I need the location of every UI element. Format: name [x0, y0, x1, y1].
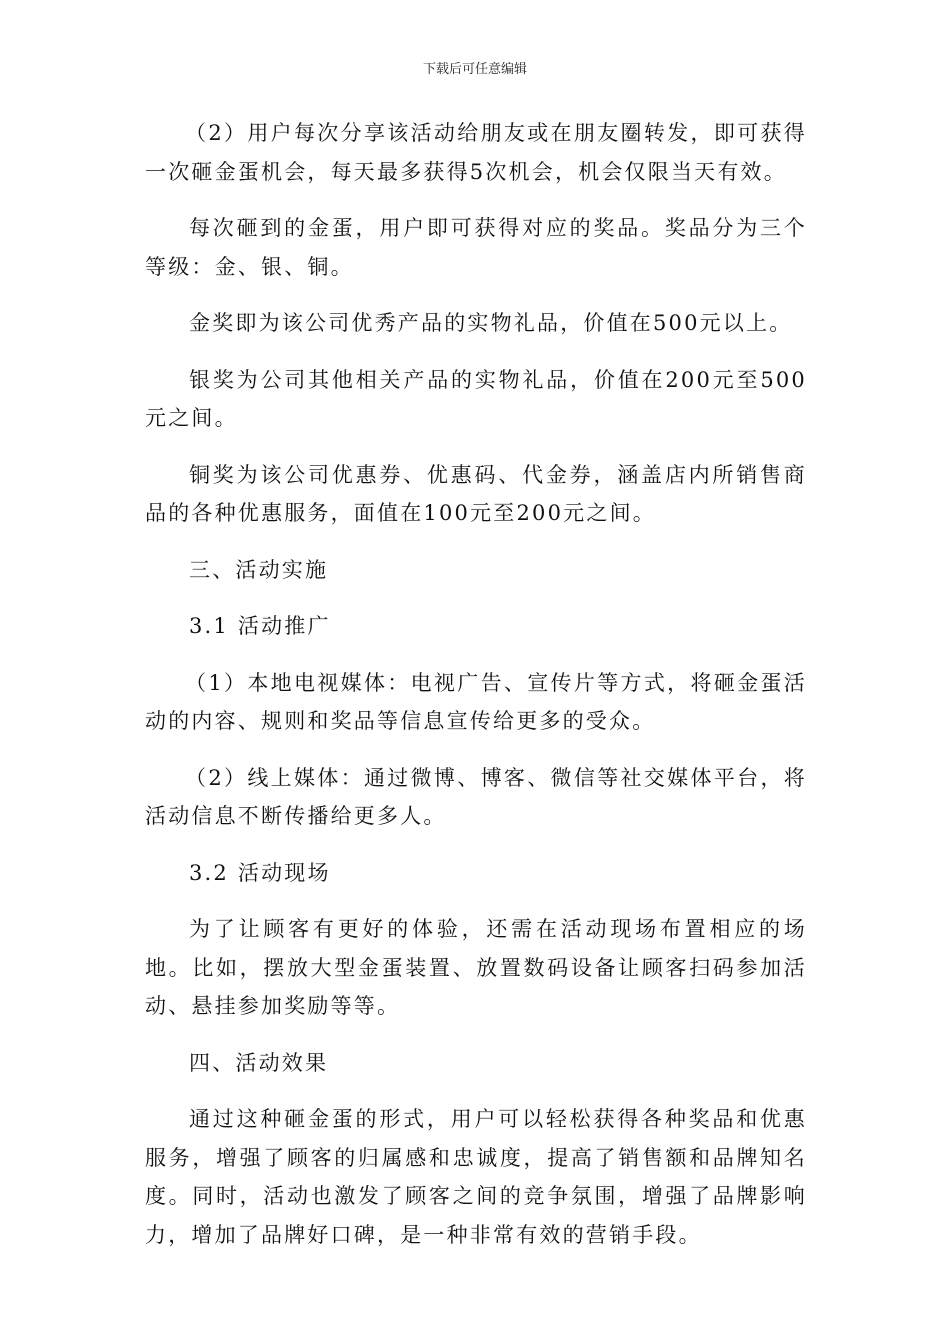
- subsection-heading-promotion: 3.1 活动推广: [189, 614, 331, 638]
- paragraph-online-media: （2）线上媒体：通过微博、博客、微信等社交媒体平台，将活动信息不断传播给更多人。: [145, 765, 807, 828]
- paragraph-prize-levels: 每次砸到的金蛋，用户即可获得对应的奖品。奖品分为三个等级：金、银、铜。: [145, 216, 807, 279]
- paragraph-bronze-prize: 铜奖为该公司优惠券、优惠码、代金券，涵盖店内所销售商品的各种优惠服务，面值在100元至200元之间。: [145, 462, 807, 525]
- subsection-heading-venue: 3.2 活动现场: [189, 860, 331, 885]
- paragraph-tv-media: （1）本地电视媒体：电视广告、宣传片等方式，将砸金蛋活动的内容、规则和奖品等信息宣传给更多的受众。: [145, 670, 807, 733]
- paragraph-venue-setup: 为了让顾客有更好的体验，还需在活动现场布置相应的场地。比如，摆放大型金蛋装置、放置数码设备让顾客扫码参加活动、悬挂参加奖励等等。: [145, 917, 807, 1018]
- section-heading-implementation: 三、活动实施: [189, 557, 329, 582]
- paragraph-share-rule: （2）用户每次分享该活动给朋友或在朋友圈转发，即可获得一次砸金蛋机会，每天最多获得5次机会，机会仅限当天有效。: [145, 121, 807, 184]
- page-header-note: 下载后可任意编辑: [422, 62, 527, 77]
- paragraph-gold-prize: 金奖即为该公司优秀产品的实物礼品，价值在500元以上。: [189, 311, 793, 335]
- document-body: [145, 114, 807, 1254]
- paragraph-effect-summary: 通过这种砸金蛋的形式，用户可以轻松获得各种奖品和优惠服务，增强了顾客的归属感和忠诚度，提高了销售额和品牌知名度。同时，活动也激发了顾客之间的竞争氛围，增强了品牌影响力，增加了品牌好口碑，是一种非常有效的营销手段。: [145, 1107, 807, 1247]
- paragraph-silver-prize: 银奖为公司其他相关产品的实物礼品，价值在200元至500元之间。: [145, 367, 807, 430]
- section-heading-effect: 四、活动效果: [189, 1050, 329, 1075]
